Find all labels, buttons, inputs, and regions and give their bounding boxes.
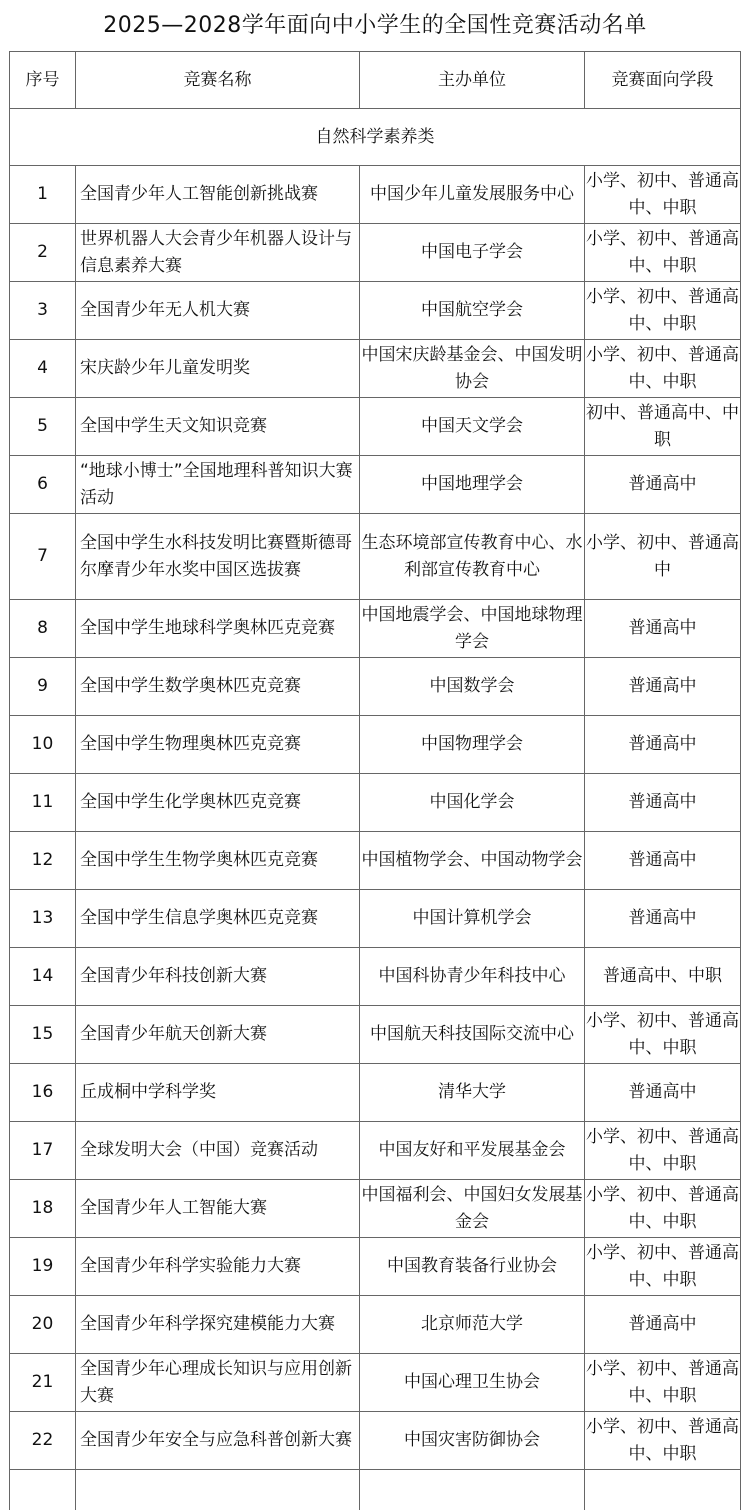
table-row bbox=[10, 658, 741, 716]
organizer: 中国植物学会、中国动物学会 bbox=[360, 832, 585, 890]
organizer: 中国航空学会 bbox=[360, 282, 585, 340]
table-row bbox=[10, 1354, 741, 1412]
organizer: 中国宋庆龄基金会、中国发明协会 bbox=[360, 340, 585, 398]
organizer: 中国教育装备行业协会 bbox=[360, 1238, 585, 1296]
row-number: 15 bbox=[10, 1006, 76, 1064]
row-number: 9 bbox=[10, 658, 76, 716]
row-number: 2 bbox=[10, 224, 76, 282]
row-number: 18 bbox=[10, 1180, 76, 1238]
competition-table bbox=[9, 51, 741, 1510]
school-level: 普通高中 bbox=[585, 890, 741, 948]
table-row bbox=[10, 890, 741, 948]
competition-name: “地球小博士”全国地理科普知识大赛活动 bbox=[76, 456, 360, 514]
table-row bbox=[10, 716, 741, 774]
organizer: 中国科协青少年科技中心 bbox=[360, 948, 585, 1006]
organizer: 中国计算机学会 bbox=[360, 890, 585, 948]
row-number: 12 bbox=[10, 832, 76, 890]
row-number: 16 bbox=[10, 1064, 76, 1122]
table-row bbox=[10, 948, 741, 1006]
organizer: 中国友好和平发展基金会 bbox=[360, 1122, 585, 1180]
competition-name: 全国中学生生物学奥林匹克竞赛 bbox=[76, 832, 360, 890]
table-row bbox=[10, 1412, 741, 1470]
header-number: 序号 bbox=[10, 52, 76, 109]
competition-name: 全国青少年人工智能创新挑战赛 bbox=[76, 166, 360, 224]
table-row bbox=[10, 1238, 741, 1296]
organizer: 中国物理学会 bbox=[360, 716, 585, 774]
school-level: 普通高中、中职 bbox=[585, 948, 741, 1006]
school-level: 小学、初中、普通高中、中职 bbox=[585, 1412, 741, 1470]
organizer: 中国航天科技国际交流中心 bbox=[360, 1006, 585, 1064]
row-number: 4 bbox=[10, 340, 76, 398]
competition-name: 全国青少年人工智能大赛 bbox=[76, 1180, 360, 1238]
competition-name: 世界机器人大会青少年机器人设计与信息素养大赛 bbox=[76, 224, 360, 282]
organizer: 中国电子学会 bbox=[360, 224, 585, 282]
row-number: 8 bbox=[10, 600, 76, 658]
competition-name: 全国青少年心理成长知识与应用创新大赛 bbox=[76, 1354, 360, 1412]
table-row bbox=[10, 774, 741, 832]
table-row bbox=[10, 514, 741, 600]
school-level: 小学、初中、普通高中 bbox=[585, 514, 741, 600]
competition-name: 丘成桐中学科学奖 bbox=[76, 1064, 360, 1122]
section-title: 自然科学素养类 bbox=[10, 109, 741, 166]
organizer: 中国地震学会、中国地球物理学会 bbox=[360, 600, 585, 658]
empty-cell bbox=[76, 1470, 360, 1510]
organizer: 北京师范大学 bbox=[360, 1296, 585, 1354]
table-row bbox=[10, 1122, 741, 1180]
row-number: 20 bbox=[10, 1296, 76, 1354]
row-number: 6 bbox=[10, 456, 76, 514]
organizer: 中国化学会 bbox=[360, 774, 585, 832]
table-row bbox=[10, 1064, 741, 1122]
organizer: 中国少年儿童发展服务中心 bbox=[360, 166, 585, 224]
row-number: 7 bbox=[10, 514, 76, 600]
competition-name: 全国青少年科技创新大赛 bbox=[76, 948, 360, 1006]
school-level: 普通高中 bbox=[585, 716, 741, 774]
organizer: 中国天文学会 bbox=[360, 398, 585, 456]
school-level: 普通高中 bbox=[585, 1064, 741, 1122]
row-number: 13 bbox=[10, 890, 76, 948]
table-row-cut bbox=[10, 1470, 741, 1510]
row-number: 19 bbox=[10, 1238, 76, 1296]
school-level: 普通高中 bbox=[585, 600, 741, 658]
row-number: 21 bbox=[10, 1354, 76, 1412]
empty-cell bbox=[585, 1470, 741, 1510]
competition-name: 宋庆龄少年儿童发明奖 bbox=[76, 340, 360, 398]
row-number: 5 bbox=[10, 398, 76, 456]
row-number: 1 bbox=[10, 166, 76, 224]
header-organizer: 主办单位 bbox=[360, 52, 585, 109]
empty-cell bbox=[360, 1470, 585, 1510]
school-level: 初中、普通高中、中职 bbox=[585, 398, 741, 456]
table-row bbox=[10, 1180, 741, 1238]
competition-name: 全国青少年无人机大赛 bbox=[76, 282, 360, 340]
school-level: 小学、初中、普通高中、中职 bbox=[585, 1122, 741, 1180]
empty-cell bbox=[10, 1470, 76, 1510]
organizer: 中国地理学会 bbox=[360, 456, 585, 514]
table-row bbox=[10, 832, 741, 890]
organizer: 生态环境部宣传教育中心、水利部宣传教育中心 bbox=[360, 514, 585, 600]
competition-name: 全国中学生水科技发明比赛暨斯德哥尔摩青少年水奖中国区选拔赛 bbox=[76, 514, 360, 600]
competition-name: 全国中学生物理奥林匹克竞赛 bbox=[76, 716, 360, 774]
row-number: 17 bbox=[10, 1122, 76, 1180]
row-number: 3 bbox=[10, 282, 76, 340]
school-level: 小学、初中、普通高中、中职 bbox=[585, 166, 741, 224]
table-row bbox=[10, 1006, 741, 1064]
table-row bbox=[10, 600, 741, 658]
school-level: 小学、初中、普通高中、中职 bbox=[585, 1354, 741, 1412]
row-number: 11 bbox=[10, 774, 76, 832]
school-level: 普通高中 bbox=[585, 456, 741, 514]
school-level: 小学、初中、普通高中、中职 bbox=[585, 1180, 741, 1238]
section-row bbox=[10, 109, 741, 166]
table-row bbox=[10, 166, 741, 224]
competition-name: 全国中学生数学奥林匹克竞赛 bbox=[76, 658, 360, 716]
organizer: 清华大学 bbox=[360, 1064, 585, 1122]
school-level: 小学、初中、普通高中、中职 bbox=[585, 224, 741, 282]
header-competition-name: 竞赛名称 bbox=[76, 52, 360, 109]
table-row bbox=[10, 282, 741, 340]
organizer: 中国灾害防御协会 bbox=[360, 1412, 585, 1470]
competition-name: 全国青少年科学实验能力大赛 bbox=[76, 1238, 360, 1296]
competition-name: 全国中学生天文知识竞赛 bbox=[76, 398, 360, 456]
competition-name: 全国中学生地球科学奥林匹克竞赛 bbox=[76, 600, 360, 658]
competition-name: 全国青少年安全与应急科普创新大赛 bbox=[76, 1412, 360, 1470]
school-level: 普通高中 bbox=[585, 832, 741, 890]
row-number: 22 bbox=[10, 1412, 76, 1470]
school-level: 普通高中 bbox=[585, 774, 741, 832]
competition-name: 全国中学生信息学奥林匹克竞赛 bbox=[76, 890, 360, 948]
school-level: 普通高中 bbox=[585, 658, 741, 716]
school-level: 普通高中 bbox=[585, 1296, 741, 1354]
table-row bbox=[10, 456, 741, 514]
school-level: 小学、初中、普通高中、中职 bbox=[585, 282, 741, 340]
table-header-row bbox=[10, 52, 741, 109]
row-number: 10 bbox=[10, 716, 76, 774]
organizer: 中国福利会、中国妇女发展基金会 bbox=[360, 1180, 585, 1238]
organizer: 中国心理卫生协会 bbox=[360, 1354, 585, 1412]
table-row bbox=[10, 224, 741, 282]
table-row bbox=[10, 1296, 741, 1354]
header-school-level: 竞赛面向学段 bbox=[585, 52, 741, 109]
competition-name: 全国中学生化学奥林匹克竞赛 bbox=[76, 774, 360, 832]
competition-name: 全国青少年航天创新大赛 bbox=[76, 1006, 360, 1064]
organizer: 中国数学会 bbox=[360, 658, 585, 716]
competition-name: 全球发明大会（中国）竞赛活动 bbox=[76, 1122, 360, 1180]
row-number: 14 bbox=[10, 948, 76, 1006]
school-level: 小学、初中、普通高中、中职 bbox=[585, 340, 741, 398]
competition-name: 全国青少年科学探究建模能力大赛 bbox=[76, 1296, 360, 1354]
table-row bbox=[10, 340, 741, 398]
school-level: 小学、初中、普通高中、中职 bbox=[585, 1006, 741, 1064]
page-title: 2025—2028学年面向中小学生的全国性竞赛活动名单 bbox=[0, 0, 750, 50]
table-row bbox=[10, 398, 741, 456]
school-level: 小学、初中、普通高中、中职 bbox=[585, 1238, 741, 1296]
